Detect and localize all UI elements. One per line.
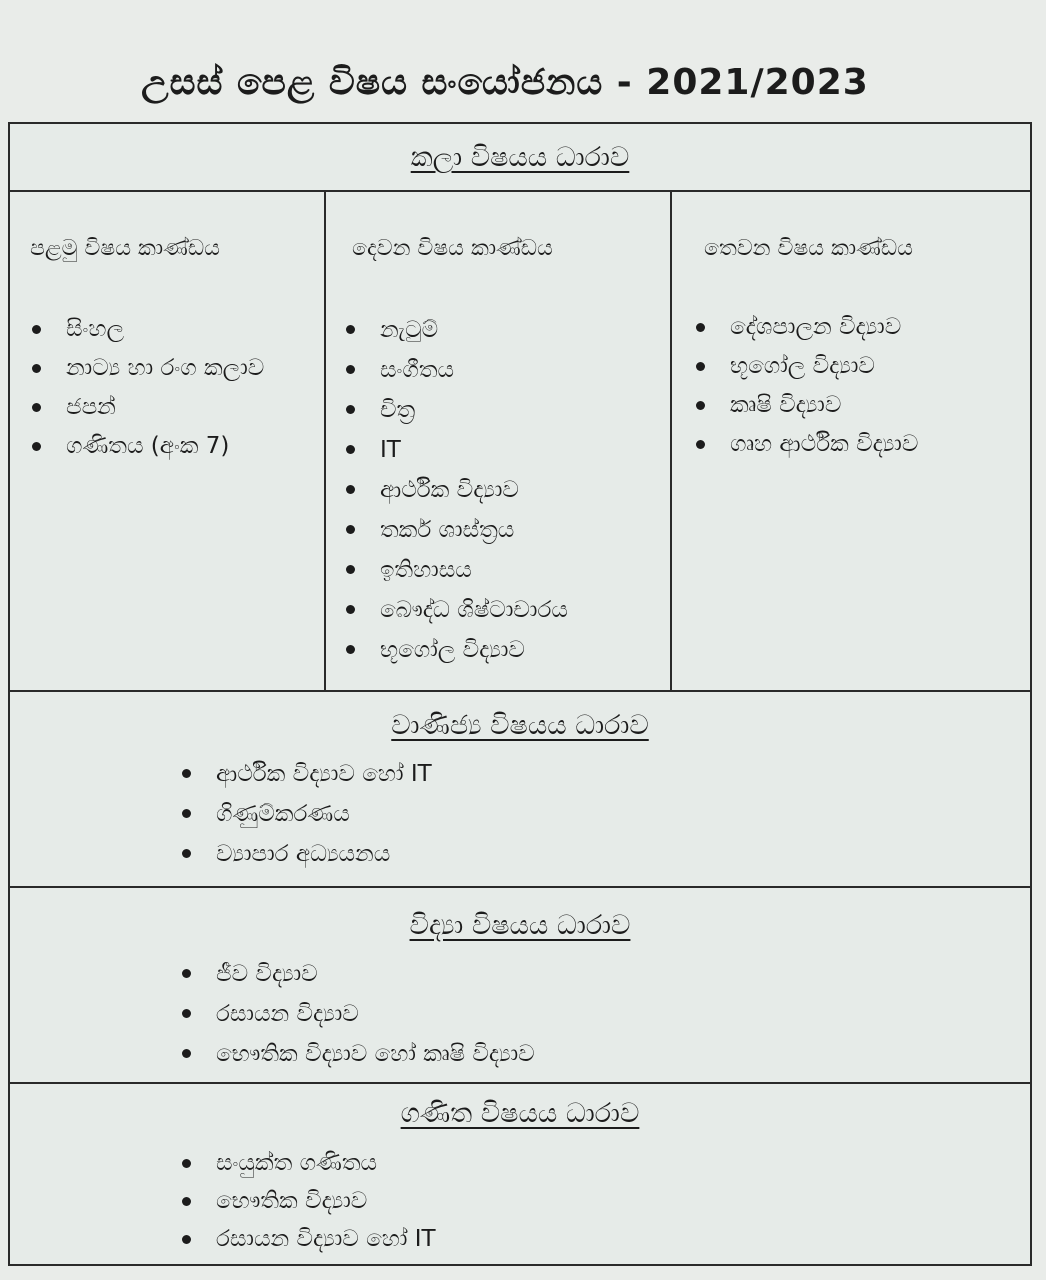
list-item: රසායන විද්‍යාව (180, 994, 880, 1034)
list-item: ගෘහ ආර්ථික විද්‍යාව (694, 425, 1014, 464)
first-basket-list (30, 310, 300, 466)
column-divider (670, 190, 672, 692)
maths-stream-heading (10, 1098, 1030, 1130)
list-item: ජපන් (30, 388, 300, 427)
divider (10, 690, 1030, 692)
divider (10, 886, 1030, 888)
maths-stream-title: ගණිත විෂයය ධාරාව (400, 1098, 640, 1129)
commerce-stream-heading (10, 710, 1030, 742)
divider (10, 190, 1030, 192)
list-item: සංගීතය (344, 350, 654, 390)
third-basket-list (694, 308, 1014, 464)
list-item: ව්‍යාපාර අධ්‍යයනය (180, 834, 880, 874)
list-item: නාට්‍ය හා රංග කලාව (30, 349, 300, 388)
list-item: කෘෂි විද්‍යාව (694, 386, 1014, 425)
list-item: දේශපාලන විද්‍යාව (694, 308, 1014, 347)
first-basket-heading: පළමු විෂය කාණ්ඩය (30, 236, 220, 261)
list-item: ගිණුම්කරණය (180, 794, 880, 834)
list-item: සිංහල (30, 310, 300, 349)
list-item: බෞද්ධ ශිෂ්ටාචාරය (344, 590, 654, 630)
list-item: ගණිතය (අංක 7) (30, 427, 300, 466)
list-item: ආර්ථික විද්‍යාව හෝ IT (180, 754, 880, 794)
list-item: ඉතිහාසය (344, 550, 654, 590)
commerce-list (180, 754, 880, 874)
third-basket-heading: තෙවන විෂය කාණ්ඩය (704, 236, 913, 261)
list-item: නැටුම් (344, 310, 654, 350)
list-item: භෞතික විද්‍යාව හෝ කෘෂි විද්‍යාව (180, 1034, 880, 1074)
list-item: ජීව විද්‍යාව (180, 954, 880, 994)
arts-stream-heading (10, 142, 1030, 174)
arts-stream-title: කලා විෂයය ධාරාව (410, 142, 630, 173)
list-item: තර්ක ශාස්ත්‍රය (344, 510, 654, 550)
science-list (180, 954, 880, 1074)
list-item: චිත්‍ර (344, 390, 654, 430)
list-item: ආර්ථික විද්‍යාව (344, 470, 654, 510)
column-divider (324, 190, 326, 692)
list-item: භූගෝල විද්‍යාව (694, 347, 1014, 386)
subject-combination-table (8, 122, 1032, 1266)
commerce-stream-title: වාණිජ්‍ය විෂයය ධාරාව (391, 710, 649, 741)
list-item: සංයුක්ත ගණිතය (180, 1144, 880, 1182)
science-stream-heading (10, 910, 1030, 942)
maths-list (180, 1144, 880, 1258)
list-item: භෞතික විද්‍යාව (180, 1182, 880, 1220)
second-basket-list (344, 310, 654, 670)
science-stream-title: විද්‍යා විෂයය ධාරාව (409, 910, 631, 941)
divider (10, 1082, 1030, 1084)
list-item: රසායන විද්‍යාව හෝ IT (180, 1220, 880, 1258)
second-basket-heading: දෙවන විෂය කාණ්ඩය (352, 236, 553, 261)
list-item: IT (344, 430, 654, 470)
list-item: භූගෝල විද්‍යාව (344, 630, 654, 670)
page-title: උසස් පෙළ විෂය සංයෝජනය - 2021/2023 (141, 62, 869, 103)
